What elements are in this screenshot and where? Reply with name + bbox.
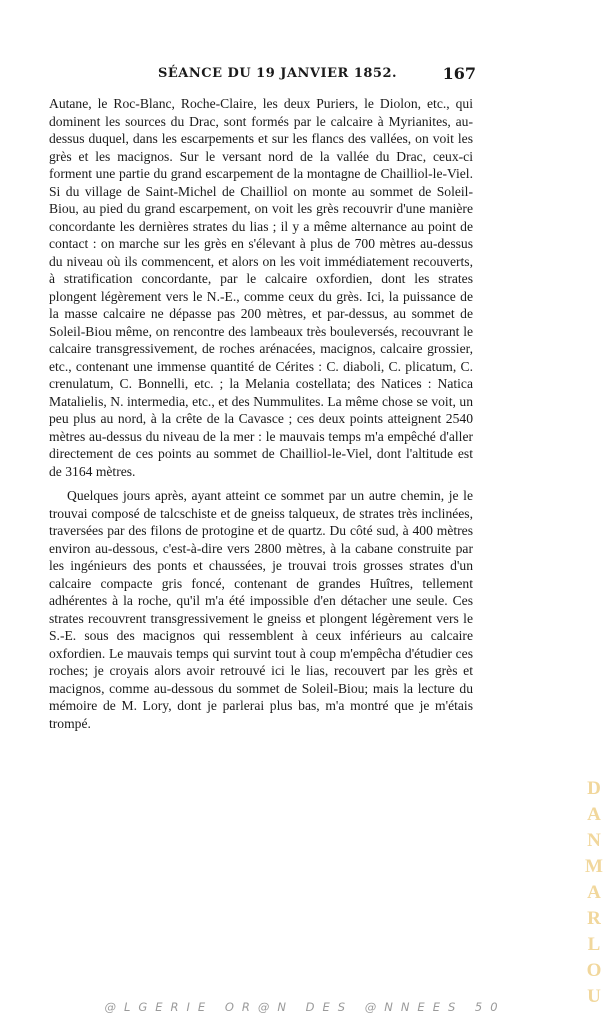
header-title: SÉANCE DU 19 JANVIER 1852. bbox=[158, 66, 398, 81]
watermark-letter: L bbox=[587, 934, 601, 955]
watermark-letter: R bbox=[587, 908, 601, 929]
watermark-letter: N bbox=[587, 830, 601, 851]
paragraph-1: Autane, le Roc-Blanc, Roche-Claire, les deux Puriers, le Diolon, etc., qui dominent les sources du Drac, sont formés par le calcaire à Myrianites, au-dessus duquel, dans les escarpements et sur les flancs des vallées, on voit les grès et les macignos. Sur le versant nord de la vallée du Drac, ceux-ci forment une partie du grand escarpement de la montagne de Chailliol-le-Viel. Si du village de Saint-Michel de Chailliol on monte au sommet de Soleil-Biou, au pied du grand escarpement, on voit les grès recouvrir d'une manière concordante les dernières strates du lias ; il y a même alternance au point de contact : on marche sur les grès en s'élevant à plus de 700 mètres au-dessus du niveau où ils commencent, et alors on les voit immédiatement recouverts, à stratification concordante, par le calcaire oxfordien, dont les strates plongent légèrement vers le N.-E., comme ceux du grès. Ici, la puissance de la masse calcaire ne dépasse pas 200 mètres, et par-dessus, au sommet de Soleil-Biou même, on rencontre des lambeaux très bouleversés, recouvrant le calcaire transgressivement, de roches arénacées, macignos, calcaire grossier, etc., contenant une immense quantité de Cérites : C. diaboli, C. plicatum, C. crenulatum, C. Bonnelli, etc. ; la Melania costellata; des Natices : Natica Matalielis, N. intermedia, etc., et des Nummulites. La même chose se voit, un peu plus au nord, à la crête de la Cavasce ; ces deux points atteignent 2540 mètres au-dessus du niveau de la mer : le mauvais temps m'a empêché d'aller directement de ces points au sommet de Chailliol-le-Viel, dont l'altitude est de 3164 mètres. bbox=[49, 96, 473, 479]
watermark-letter: A bbox=[587, 882, 601, 903]
paragraph-2: Quelques jours après, ayant atteint ce sommet par un autre chemin, je le trouvai composé de talcschiste et de gneiss talqueux, de strates très inclinées, traversées par des filons de protogine et de quartz. Du côté sud, à 400 mètres environ au-dessous, c'est-à-dire vers 2800 mètres, à la cabane construite par les ingénieurs des ponts et chaussées, je trouvai trois grosses strates d'un calcaire compacte gris foncé, contenant de grandes Huîtres, tellement adhérentes à la roche, qu'il m'a été impossible d'en détacher une seule. Ces strates recouvrent transgressivement le gneiss et plongent légèrement vers le S.-E. sous des macignos qui ressemblent à ceux inférieurs au calcaire oxfordien. Le mauvais temps qui survint tout à coup m'empêcha d'étudier ces roches; je croyais alors avoir retrouvé ici le lias, recouvert par les grès et macignos, comme au-dessous du sommet de Soleil-Biou; mais la lecture du mémoire de M. Lory, dont je parlerai plus bas, m'a montré que je m'étais trompé. bbox=[49, 488, 473, 731]
running-header bbox=[40, 64, 478, 84]
page-number: 167 bbox=[442, 64, 476, 83]
watermark-letter: U bbox=[587, 986, 601, 1007]
watermark-letter: O bbox=[586, 960, 602, 981]
footer-watermark: @LGERIE OR@N DES @NNEES 50 bbox=[104, 1000, 506, 1014]
watermark-letter: A bbox=[587, 804, 601, 825]
watermark-letter: M bbox=[585, 856, 603, 877]
body-text bbox=[49, 95, 473, 732]
vertical-watermark bbox=[584, 776, 604, 1010]
watermark-letter: D bbox=[587, 778, 601, 799]
